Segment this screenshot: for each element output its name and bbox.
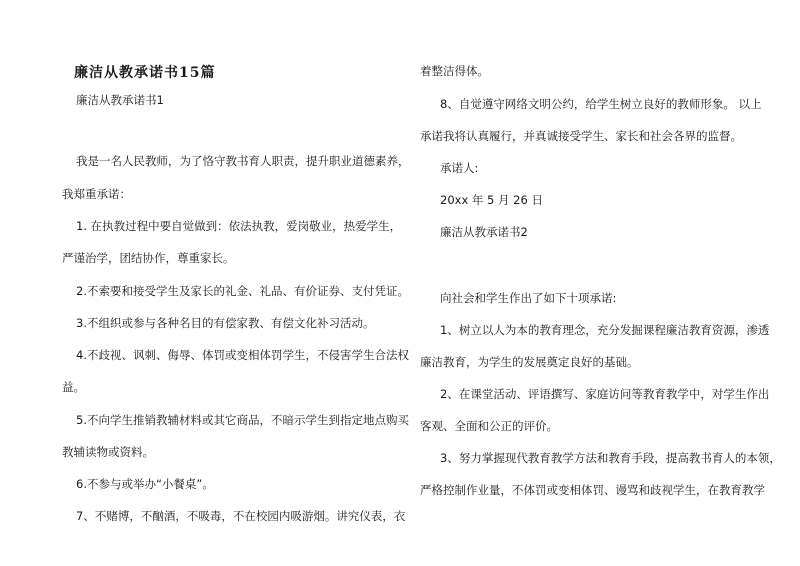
paragraph-line: 1. 在执教过程中要自觉做到：依法执教，爱岗敬业，热爱学生， (76, 219, 402, 233)
paragraph-line: 4.不歧视、讽刺、侮辱、体罚或变相体罚学生，不侵害学生合法权 (76, 348, 409, 362)
right-column (420, 0, 781, 566)
paragraph-line: 教辅读物或资料。 (62, 445, 154, 459)
paragraph-line: 承诺我将认真履行，并真诚接受学生、家长和社会各界的监督。 (420, 129, 742, 143)
paragraph-line: 益。 (62, 380, 85, 394)
paragraph-line: 5.不向学生推销教辅材料或其它商品，不暗示学生到指定地点购买 (76, 413, 409, 427)
paragraph-line: 3.不组织或参与各种名目的有偿家教、有偿文化补习活动。 (76, 316, 375, 330)
paragraph-line: 7、不赌博，不酗酒，不吸毒，不在校园内吸游烟。讲究仪表，衣 (76, 509, 406, 523)
paragraph-line: 8、自觉遵守网络文明公约，给学生树立良好的教师形象。 以上 (440, 97, 762, 111)
paragraph-line: 严格控制作业量，不体罚或变相体罚、谩骂和歧视学生，在教育教学 (420, 483, 765, 497)
paragraph-line: 3、努力掌握现代教育教学方法和教育手段，提高教书育人的本领， (440, 451, 781, 465)
paragraph-line: 廉洁教育，为学生的发展奠定良好的基础。 (420, 355, 639, 369)
paragraph-line: 6.不参与或举办“小餐桌”。 (76, 477, 214, 491)
paragraph-line: 我是一名人民教师，为了恪守教书育人职责，提升职业道德素养， (76, 154, 410, 168)
section-heading-2: 廉洁从教承诺书2 (440, 225, 528, 239)
paragraph-line: 2.不索要和接受学生及家长的礼金、礼品、有价证券、支付凭证。 (76, 284, 409, 298)
paragraph-line: 向社会和学生作出了如下十项承诺: (440, 291, 617, 305)
paragraph-line: 严谨治学，团结协作，尊重家长。 (62, 251, 235, 265)
section-heading-1: 廉洁从教承诺书1 (76, 93, 164, 107)
paragraph-line: 着整洁得体。 (420, 64, 489, 78)
paragraph-line: 我郑重承诺： (62, 187, 131, 201)
paragraph-line: 1、树立以人为本的教育理念，充分发掘课程廉洁教育资源，渗透 (440, 323, 770, 337)
signature-date: 20xx 年 5 月 26 日 (440, 193, 543, 207)
document-title: 廉洁从教承诺书15篇 (74, 65, 216, 81)
paragraph-line: 客观、全面和公正的评价。 (420, 419, 558, 433)
left-column (62, 0, 410, 566)
paragraph-line: 2、在课堂活动、评语撰写、家庭访问等教育教学中，对学生作出 (440, 387, 770, 401)
signature-label: 承诺人: (440, 161, 479, 175)
